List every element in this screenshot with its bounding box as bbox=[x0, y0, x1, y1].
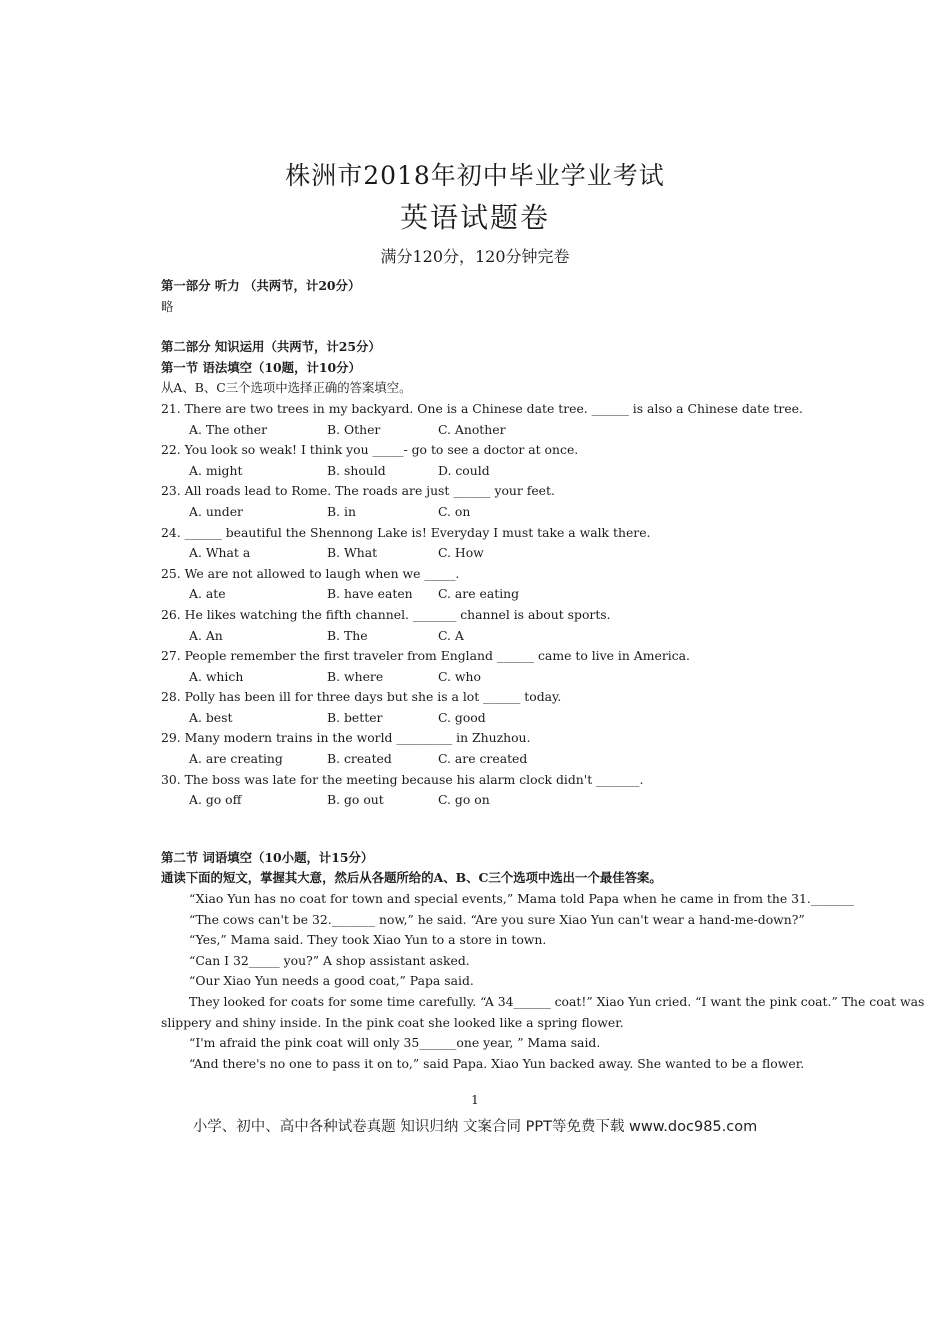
passage-line: They looked for coats for some time carefully. “A 34______ coat!” Xiao Yun cried. “I want the pink coat.” The coat was bbox=[189, 994, 925, 1009]
option-c: C. How bbox=[438, 545, 484, 561]
section2-instruction: 通读下面的短文，掌握其大意，然后从各题所给的A、B、C三个选项中选出一个最佳答案。 bbox=[161, 870, 662, 886]
section1-instruction: 从A、B、C三个选项中选择正确的答案填空。 bbox=[161, 380, 412, 396]
question-stem: 23. All roads lead to Rome. The roads are just ______ your feet. bbox=[161, 483, 555, 499]
option-c: C. A bbox=[438, 627, 464, 643]
passage-line: “Xiao Yun has no coat for town and special events,” Mama told Papa when he came in from the 31._______ bbox=[189, 891, 855, 907]
question-stem: 21. There are two trees in my backyard. One is a Chinese date tree. ______ is also a Chinese date tree. bbox=[161, 400, 803, 416]
option-a: A. are creating bbox=[189, 751, 283, 767]
option-c: C. are created bbox=[438, 751, 528, 767]
footer-banner: 小学、初中、高中各种试卷真题 知识归纳 文案合同 PPT等免费下载 www.doc985.com bbox=[192, 1119, 758, 1135]
exam-subject-title: 英语试题卷 bbox=[399, 201, 550, 234]
question-27 bbox=[161, 646, 861, 687]
option-b: B. where bbox=[327, 668, 384, 684]
question-29 bbox=[161, 728, 861, 769]
question-23 bbox=[161, 481, 861, 522]
question-options bbox=[161, 626, 861, 647]
part2-heading: 第二部分 知识运用（共两节，计25分） bbox=[161, 339, 381, 355]
question-stem: 22. You look so weak! I think you _____- go to see a doctor at once. bbox=[161, 442, 579, 458]
question-stem: 29. Many modern trains in the world _________ in Zhuzhou. bbox=[161, 730, 531, 746]
question-options bbox=[161, 749, 861, 770]
option-c: D. could bbox=[438, 462, 490, 478]
option-b: B. go out bbox=[327, 792, 384, 808]
question-list bbox=[161, 399, 861, 811]
option-a: A. go off bbox=[189, 792, 242, 808]
question-24 bbox=[161, 523, 861, 564]
page-number: 1 bbox=[471, 1093, 479, 1107]
option-c: C. go on bbox=[438, 792, 490, 808]
part1-heading: 第一部分 听力 （共两节，计20分） bbox=[161, 278, 361, 293]
question-options bbox=[161, 543, 861, 564]
question-options bbox=[161, 790, 861, 811]
option-a: A. under bbox=[189, 503, 243, 519]
passage-line: slippery and shiny inside. In the pink coat she looked like a spring flower. bbox=[161, 1014, 624, 1030]
cloze-passage bbox=[161, 889, 925, 1074]
option-c: C. are eating bbox=[438, 586, 520, 602]
section1-heading: 第一节 语法填空（10题，计10分） bbox=[161, 359, 361, 375]
question-options bbox=[161, 461, 861, 482]
option-b: B. have eaten bbox=[327, 586, 413, 602]
option-a: A. An bbox=[189, 627, 223, 643]
question-options bbox=[161, 420, 861, 441]
question-25 bbox=[161, 564, 861, 605]
passage-line: “And there's no one to pass it on to,” said Papa. Xiao Yun backed away. She wanted to be a flower. bbox=[189, 1055, 805, 1071]
option-b: B. should bbox=[327, 462, 386, 478]
option-b: B. in bbox=[327, 503, 356, 519]
passage-line: “Our Xiao Yun needs a good coat,” Papa said. bbox=[189, 973, 474, 989]
option-b: B. created bbox=[327, 751, 392, 767]
option-b: B. Other bbox=[327, 421, 381, 437]
question-options bbox=[161, 584, 861, 605]
option-b: B. better bbox=[327, 709, 383, 725]
question-21 bbox=[161, 399, 861, 440]
option-a: A. might bbox=[189, 462, 243, 478]
question-stem: 27. People remember the first traveler from England ______ came to live in America. bbox=[161, 648, 690, 664]
question-stem: 28. Polly has been ill for three days but she is a lot ______ today. bbox=[161, 689, 562, 705]
part1-note: 略 bbox=[161, 298, 174, 314]
passage-line: “I'm afraid the pink coat will only 35______one year, ” Mama said. bbox=[189, 1035, 601, 1051]
question-stem: 24. ______ beautiful the Shennong Lake is! Everyday I must take a walk there. bbox=[161, 524, 651, 540]
option-a: A. ate bbox=[189, 586, 226, 602]
option-a: A. The other bbox=[189, 421, 268, 437]
option-a: A. best bbox=[189, 709, 233, 725]
question-stem: 26. He likes watching the fifth channel. _______ channel is about sports. bbox=[161, 606, 611, 622]
question-options bbox=[161, 502, 861, 523]
passage-line: “The cows can't be 32._______ now,” he said. “Are you sure Xiao Yun can't wear a hand-me-down?” bbox=[189, 911, 805, 927]
question-30 bbox=[161, 770, 861, 811]
option-c: C. Another bbox=[438, 421, 506, 437]
question-stem: 30. The boss was late for the meeting because his alarm clock didn't _______. bbox=[161, 771, 644, 787]
passage-line: “Can I 32_____ you?” A shop assistant asked. bbox=[189, 952, 470, 968]
option-b: B. What bbox=[327, 545, 378, 561]
option-b: B. The bbox=[327, 627, 368, 643]
question-22 bbox=[161, 440, 861, 481]
option-c: C. good bbox=[438, 709, 486, 725]
question-options bbox=[161, 708, 861, 729]
passage-line: “Yes,” Mama said. They took Xiao Yun to a store in town. bbox=[189, 932, 547, 948]
question-stem: 25. We are not allowed to laugh when we _____. bbox=[161, 565, 460, 581]
option-c: C. on bbox=[438, 503, 471, 519]
option-a: A. What a bbox=[189, 545, 251, 561]
option-a: A. which bbox=[189, 668, 244, 684]
exam-score-time: 满分120分，120分钟完卷 bbox=[380, 247, 570, 266]
exam-title: 株洲市2018年初中毕业学业考试 bbox=[285, 161, 665, 190]
question-28 bbox=[161, 687, 861, 728]
exam-body bbox=[161, 276, 925, 1074]
option-c: C. who bbox=[438, 668, 481, 684]
question-26 bbox=[161, 605, 861, 646]
question-options bbox=[161, 667, 861, 688]
section2-heading: 第二节 词语填空（10小题，计15分） bbox=[161, 849, 374, 865]
